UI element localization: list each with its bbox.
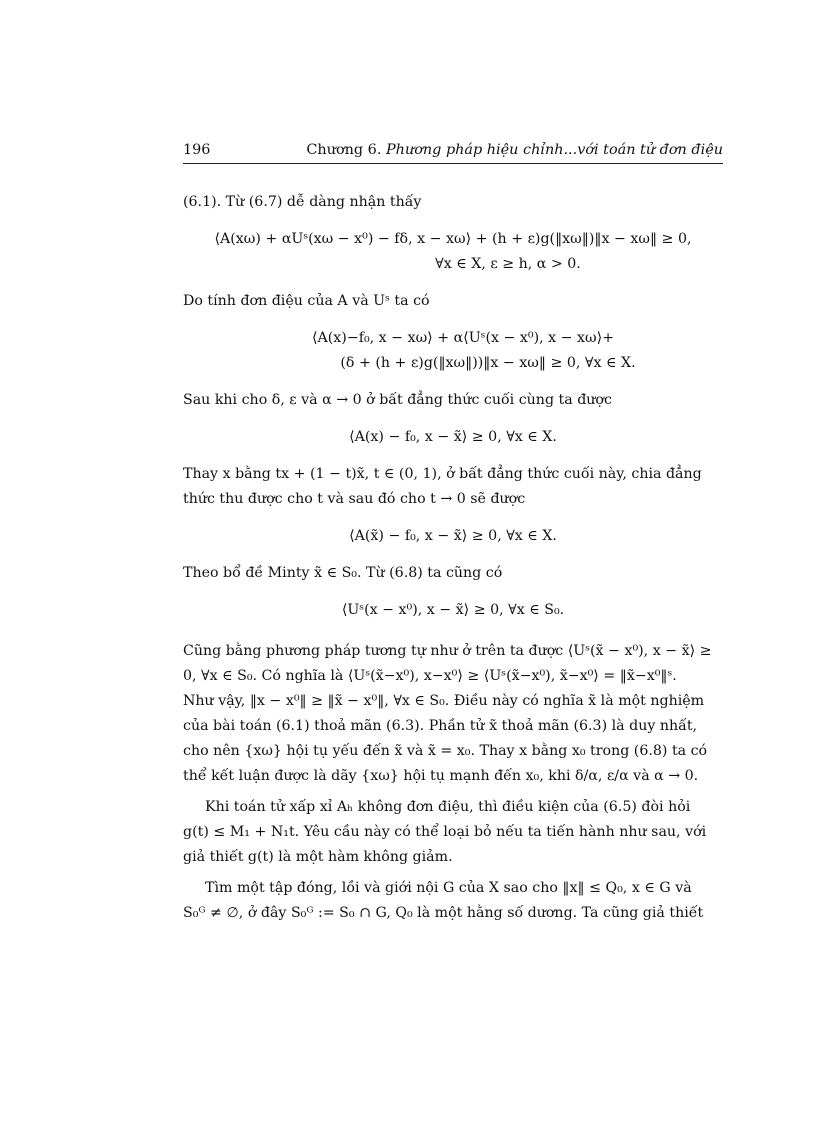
paragraph-5: Theo bổ đề Minty x̃ ∈ S₀. Từ (6.8) ta cũng có — [183, 565, 503, 581]
paragraph-8 — [183, 876, 723, 926]
paragraph-7-line-3: giả thiết g(t) là một hàm không giảm. — [183, 849, 453, 865]
equation-2 — [183, 326, 723, 376]
chapter-title: Phương pháp hiệu chỉnh...với toán tử đơn điệu — [386, 142, 723, 158]
paragraph-2: Do tính đơn điệu của A và Uˢ ta có — [183, 293, 430, 309]
paragraph-6 — [183, 639, 723, 789]
equation-5: ⟨Uˢ(x − x⁰), x − x̃⟩ ≥ 0, ∀x ∈ S₀. — [341, 602, 565, 618]
paragraph-4 — [183, 462, 723, 512]
running-header — [183, 140, 723, 160]
paragraph-8-line-2: S₀ᴳ ≠ ∅, ở đây S₀ᴳ := S₀ ∩ G, Q₀ là một hằng số dương. Ta cũng giả thiết — [183, 905, 704, 921]
equation-1-line-1: ⟨A(xω) + αUˢ(xω − x⁰) − fδ, x − xω⟩ + (h + ε)g(‖xω‖)‖x − xω‖ ≥ 0, — [214, 231, 692, 247]
paragraph-4-line-2: thức thu được cho t và sau đó cho t → 0 sẽ được — [183, 491, 526, 507]
page-body — [183, 190, 723, 926]
paragraph-3: Sau khi cho δ, ε và α → 0 ở bất đẳng thức cuối cùng ta được — [183, 392, 612, 408]
paragraph-6-line-2: 0, ∀x ∈ S₀. Có nghĩa là ⟨Uˢ(x̃−x⁰), x−x⁰⟩ ≥ ⟨Uˢ(x̃−x⁰), x̃−x⁰⟩ = ‖x̃−x⁰‖ˢ. — [183, 668, 677, 684]
paragraph-8-line-1: Tìm một tập đóng, lồi và giới nội G của X sao cho ‖x‖ ≤ Q₀, x ∈ G và — [205, 880, 692, 896]
header-rule — [183, 163, 723, 164]
paragraph-6-line-3: Như vậy, ‖x − x⁰‖ ≥ ‖x̃ − x⁰‖, ∀x ∈ S₀. Điều này có nghĩa x̃ là một nghiệm — [183, 693, 705, 709]
equation-3: ⟨A(x) − f₀, x − x̃⟩ ≥ 0, ∀x ∈ X. — [349, 429, 557, 445]
paragraph-1: (6.1). Từ (6.7) dễ dàng nhận thấy — [183, 194, 422, 210]
paragraph-7-line-1: Khi toán tử xấp xỉ Aₕ không đơn điệu, thì điều kiện của (6.5) đòi hỏi — [205, 799, 691, 815]
paragraph-7-line-2: g(t) ≤ M₁ + N₁t. Yêu cầu này có thể loại bỏ nếu ta tiến hành như sau, với — [183, 824, 707, 840]
equation-4: ⟨A(x̃) − f₀, x − x̃⟩ ≥ 0, ∀x ∈ X. — [349, 528, 557, 544]
paragraph-7 — [183, 795, 723, 870]
equation-2-line-1: ⟨A(x)−f₀, x − xω⟩ + α⟨Uˢ(x − x⁰), x − xω⟩+ — [311, 330, 615, 346]
chapter-heading — [306, 140, 723, 160]
paragraph-6-line-1: Cũng bằng phương pháp tương tự như ở trên ta được ⟨Uˢ(x̃ − x⁰), x − x̃⟩ ≥ — [183, 643, 712, 659]
equation-1 — [183, 227, 723, 277]
paragraph-6-line-5: cho nên {xω} hội tụ yếu đến x̃ và x̃ = x₀. Thay x bằng x₀ trong (6.8) ta có — [183, 743, 708, 759]
paragraph-6-line-4: của bài toán (6.1) thoả mãn (6.3). Phần tử x̃ thoả mãn (6.3) là duy nhất, — [183, 718, 698, 734]
equation-1-line-2: ∀x ∈ X, ε ≥ h, α > 0. — [435, 256, 581, 272]
chapter-prefix: Chương 6. — [306, 142, 386, 158]
page-number: 196 — [183, 142, 211, 158]
equation-2-line-2: (δ + (h + ε)g(‖xω‖))‖x − xω‖ ≥ 0, ∀x ∈ X. — [340, 355, 636, 371]
paragraph-6-line-6: thể kết luận được là dãy {xω} hội tụ mạnh đến x₀, khi δ/α, ε/α và α → 0. — [183, 768, 699, 784]
paragraph-4-line-1: Thay x bằng tx + (1 − t)x̃, t ∈ (0, 1), ở bất đẳng thức cuối này, chia đẳng — [183, 466, 702, 482]
